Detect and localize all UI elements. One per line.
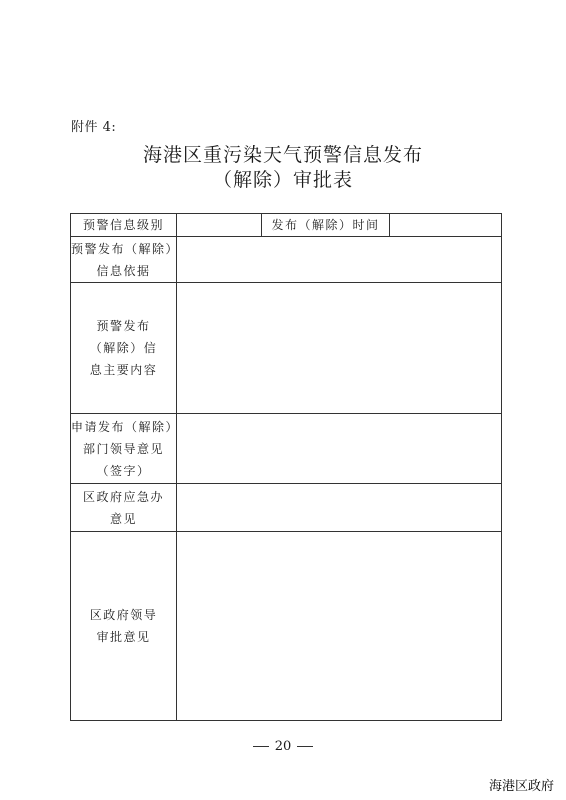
- content-label-line: （解除）信: [89, 341, 158, 355]
- leader-approval-label-line: 审批意见: [96, 630, 151, 644]
- warning-level-label: 预警信息级别: [71, 214, 177, 237]
- dash-right: [297, 746, 313, 747]
- dept-opinion-row: [71, 414, 502, 484]
- leader-approval-label: [71, 532, 177, 721]
- emergency-office-row: [71, 484, 502, 532]
- publisher-watermark: 海港区政府: [488, 779, 554, 794]
- form-title-line1: 海港区重污染天气预警信息发布: [142, 144, 423, 166]
- leader-approval-row: [71, 532, 502, 721]
- emergency-office-label: [71, 484, 177, 532]
- dept-opinion-label-line: 部门领导意见: [82, 441, 164, 456]
- attachment-label: 附件 4:: [71, 120, 117, 135]
- form-title-line2: （解除）审批表: [212, 169, 353, 191]
- emergency-office-field[interactable]: [177, 484, 502, 532]
- dept-opinion-field[interactable]: [177, 414, 502, 484]
- approval-form-table: [70, 213, 502, 721]
- basis-label: [71, 237, 180, 283]
- leader-approval-field[interactable]: [177, 532, 502, 721]
- publish-time-field[interactable]: [390, 214, 502, 237]
- content-label-line: 息主要内容: [89, 363, 158, 377]
- basis-row: [71, 237, 502, 283]
- dept-opinion-label-line: （签字）: [96, 463, 151, 478]
- publish-time-label: 发布（解除）时间: [262, 214, 390, 237]
- dept-opinion-label: [71, 414, 180, 484]
- content-label: [71, 283, 177, 414]
- dash-left: [253, 746, 269, 747]
- leader-approval-label-line: 区政府领导: [89, 608, 158, 622]
- content-row: [71, 283, 502, 414]
- basis-field[interactable]: [177, 237, 502, 283]
- content-field[interactable]: [177, 283, 502, 414]
- warning-level-row: [71, 214, 502, 237]
- warning-level-field[interactable]: [177, 214, 262, 237]
- emergency-office-label-line: 意见: [109, 511, 137, 526]
- page-number-value: 20: [274, 739, 292, 754]
- basis-label-line: 信息依据: [96, 263, 151, 278]
- emergency-office-label-line: 区政府应急办: [82, 489, 164, 504]
- page-number: [0, 739, 566, 754]
- dept-opinion-label-line: 申请发布（解除）: [71, 419, 180, 434]
- basis-label-line: 预警发布（解除）: [71, 241, 180, 256]
- content-label-line: 预警发布: [96, 319, 151, 333]
